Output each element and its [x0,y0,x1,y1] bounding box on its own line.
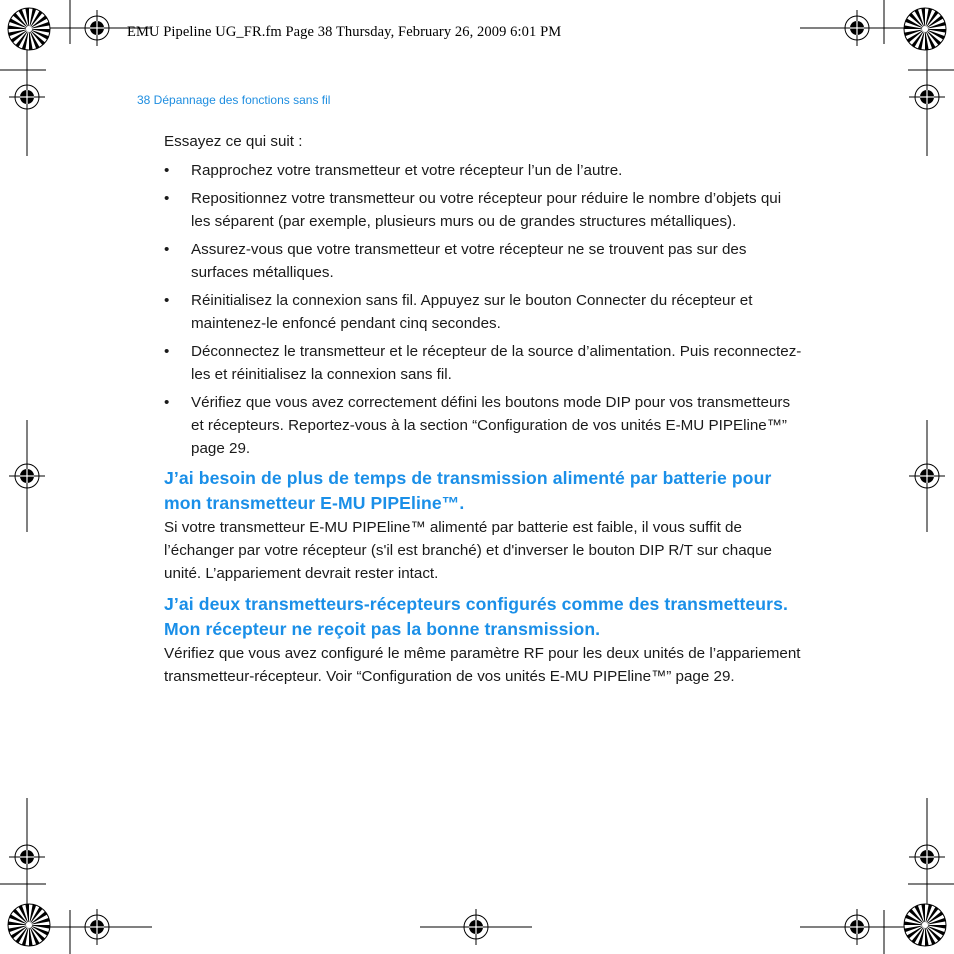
list-item: • Rapprochez votre transmetteur et votre récepteur l’un de l’autre. [164,159,804,182]
slug-line: EMU Pipeline UG_FR.fm Page 38 Thursday, February 26, 2009 6:01 PM [127,24,562,40]
registration-mark-icon [79,909,115,945]
list-item: • Déconnectez le transmetteur et le récepteur de la source d’alimentation. Puis reconnectez-les et réinitialisez la connexion sans fil. [164,340,804,386]
registration-mark-icon [9,839,45,875]
starburst-target-icon [904,8,946,50]
registration-mark-icon [839,909,875,945]
intro-text: Essayez ce qui suit : [164,133,303,150]
registration-mark-icon [9,458,45,494]
registration-mark-icon [839,10,875,46]
list-item: • Assurez-vous que votre transmetteur et votre récepteur ne se trouvent pas sur des surfaces métalliques. [164,238,804,284]
registration-mark-icon [79,10,115,46]
troubleshooting-list [164,159,804,460]
list-item: • Réinitialisez la connexion sans fil. Appuyez sur le bouton Connecter du récepteur et maintenez-le enfoncé pendant cinq secondes. [164,289,804,335]
registration-mark-icon [909,839,945,875]
section-body-transmitters: Vérifiez que vous avez configuré le même paramètre RF pour les deux unités de l’appariement transmetteur-récepteur. Voir “Configuration de vos unités E-MU PIPEline™” page 29. [164,645,801,685]
section-heading-battery: J’ai besoin de plus de temps de transmission alimenté par batterie pour mon transmetteur E-MU PIPEline™. [164,468,772,513]
starburst-target-icon [8,8,50,50]
section-heading-transmitters: J’ai deux transmetteurs-récepteurs configurés comme des transmetteurs. Mon récepteur ne reçoit pas la bonne transmission. [164,594,788,639]
main-content [164,130,804,688]
starburst-target-icon [904,904,946,946]
registration-mark-icon [458,909,494,945]
running-head: 38 Dépannage des fonctions sans fil [137,93,331,107]
registration-mark-icon [9,79,45,115]
starburst-target-icon [8,904,50,946]
registration-mark-icon [909,79,945,115]
list-item: • Repositionnez votre transmetteur ou votre récepteur pour réduire le nombre d’objets qui les séparent (par exemple, plusieurs murs ou de grandes structures métalliques). [164,187,804,233]
list-item: • Vérifiez que vous avez correctement défini les boutons mode DIP pour vos transmetteurs et récepteurs. Reportez-vous à la section “Configuration de vos unités E-MU PIPEline™” page 29. [164,391,804,460]
section-body-battery: Si votre transmetteur E-MU PIPEline™ alimenté par batterie est faible, il vous suffit de l’échanger par votre récepteur (s'il est branché) et d'inverser le bouton DIP R/T sur chaque unité. L’appariement devrait rester intact. [164,519,772,582]
registration-mark-icon [909,458,945,494]
